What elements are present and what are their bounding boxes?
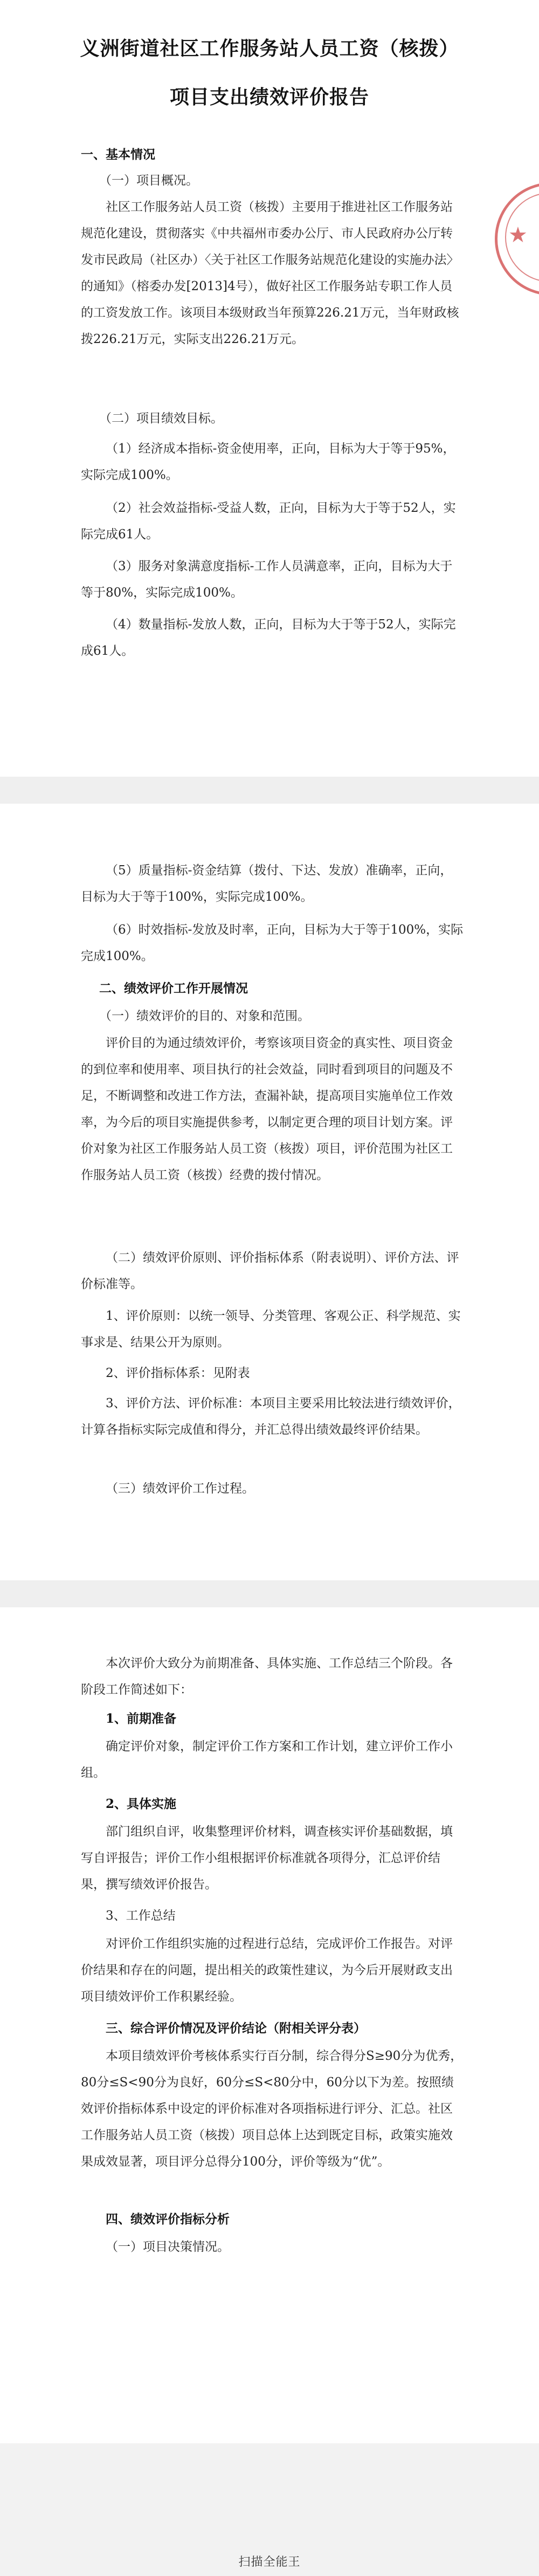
heading-implementation: 2、具体实施 [106, 1797, 177, 1811]
principle-item-1: 1、评价原则：以统一领导、分类管理、客观公正、科学规范、实事求是、结果公开为原则。 [81, 1309, 461, 1349]
process-intro-text: 本次评价大致分为前期准备、具体实施、工作总结三个阶段。各阶段工作简述如下： [81, 1656, 453, 1697]
seal-star-icon: ★ [508, 223, 528, 248]
goal-item-2: （2）社会效益指标-受益人数，正向，目标为大于等于52人，实际完成61人。 [81, 501, 456, 542]
preparation-text: 确定评价对象，制定评价工作方案和工作计划，建立评价工作小组。 [81, 1739, 453, 1780]
goal-item-4: （4）数量指标-发放人数，正向，目标为大于等于52人，实际完成61人。 [81, 618, 456, 658]
heading-work-summary: 3、工作总结 [106, 1909, 176, 1923]
heading-project-overview: （一）项目概况。 [99, 174, 198, 188]
goal-item-1: （1）经济成本指标-资金使用率，正向，目标为大于等于95%，实际完成100%。 [81, 442, 455, 482]
heading-evaluation-purpose: （一）绩效评价的目的、对象和范围。 [99, 1009, 310, 1023]
principle-item-3: 3、评价方法、评价标准：本项目主要采用比较法进行绩效评价，计算各指标实际完成值和得分，并汇总得出绩效最终评价结果。 [81, 1396, 461, 1437]
document-title-line1: 义洲街道社区工作服务站人员工资（核拨） [80, 37, 459, 60]
document-page-3 [0, 1607, 539, 2443]
document-page-1 [0, 0, 539, 777]
goal-item-6: （6）时效指标-发放及时率，正向，目标为大于等于100%，实际完成100%。 [81, 923, 464, 963]
heading-basic-info: 一、基本情况 [81, 147, 155, 162]
goal-item-5: （5）质量指标-资金结算（拨付、下达、发放）准确率，正向，目标为大于等于100%，实际完成100%。 [81, 864, 453, 904]
heading-evaluation-process: （三）绩效评价工作过程。 [106, 1482, 254, 1496]
heading-project-decision: （一）项目决策情况。 [106, 2240, 230, 2254]
heading-performance-goals: （二）项目绩效目标。 [99, 412, 223, 426]
heading-preparation: 1、前期准备 [106, 1711, 177, 1726]
goal-item-3: （3）服务对象满意度指标-工作人员满意率，正向，目标为大于等于80%，实际完成100%。 [81, 559, 453, 600]
heading-evaluation-work: 二、绩效评价工作开展情况 [99, 981, 248, 996]
scanner-app-label: 扫描全能王 [238, 2556, 301, 2569]
heading-indicator-analysis: 四、绩效评价指标分析 [106, 2212, 230, 2226]
official-seal-stamp [495, 182, 539, 296]
conclusion-text: 本项目绩效评价考核体系实行百分制，综合得分S≥90分为优秀，80分≤S<90分为良好，60分≤S<80分中，60分以下为差。按照绩效评价指标体系中设定的评价标准对各项指标进行评分、汇总。社区工作服务站人员工资（核拨）项目总体上达到既定目标，政策实施效果成效显著，项目评分总得分100分，评价等级为“优”。 [81, 2049, 463, 2169]
document-page-2 [0, 804, 539, 1580]
implementation-text: 部门组织自评，收集整理评价材料，调查核实评价基础数据，填写自评报告；评价工作小组根据评价标准就各项得分，汇总评价结果，撰写绩效评价报告。 [81, 1825, 453, 1892]
heading-conclusion: 三、综合评价情况及评价结论（附相关评分表） [106, 2021, 366, 2036]
document-title-line2: 项目支出绩效评价报告 [169, 86, 369, 108]
evaluation-purpose-text: 评价目的为通过绩效评价，考察该项目资金的真实性、项目资金的到位率和使用率、项目执行的社会效益，同时看到项目的问题及不足，不断调整和改进工作方法，查漏补缺，提高项目实施单位工作效率，为今后的项目实施提供参考，以制定更合理的项目计划方案。评价对象为社区工作服务站人员工资（核拨）项目，评价范围为社区工作服务站人员工资（核拨）经费的拨付情况。 [81, 1036, 453, 1182]
project-overview-text: 社区工作服务站人员工资（核拨）主要用于推进社区工作服务站规范化建设，贯彻落实《中共福州市委办公厅、市人民政府办公厅转发市民政局（社区办）〈关于社区工作服务站规范化建设的实施办法〉的通知》（榕委办发[2013]4号），做好社区工作服务站专职工作人员的工资发放工作。该项目本级财政当年预算226.21万元，当年财政核拨226.21万元，实际支出226.21万元。 [81, 200, 459, 346]
principle-item-2: 2、评价指标体系：见附表 [106, 1366, 250, 1380]
work-summary-text: 对评价工作组织实施的过程进行总结，完成评价工作报告。对评价结果和存在的问题，提出相关的政策性建议，为今后开展财政支出项目绩效评价工作积累经验。 [81, 1937, 453, 2004]
heading-evaluation-principles: （二）绩效评价原则、评价指标体系（附表说明）、评价方法、评价标准等。 [81, 1251, 459, 1291]
